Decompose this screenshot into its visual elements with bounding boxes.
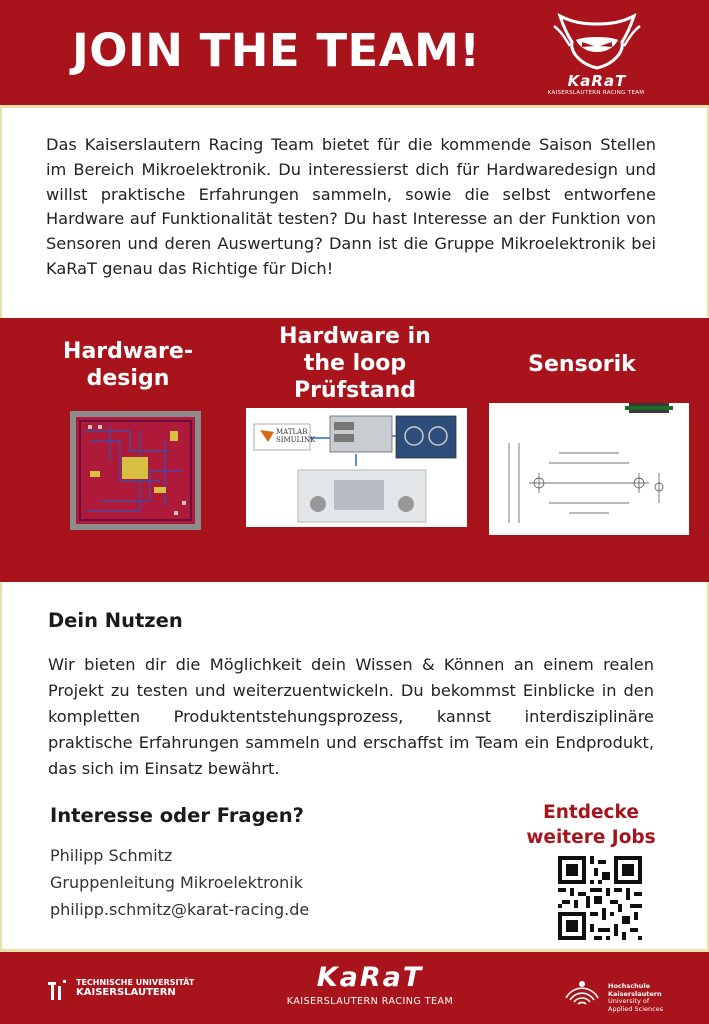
jobs-callout bbox=[526, 800, 656, 850]
karat-logo bbox=[547, 12, 645, 100]
topic-title-line: the loop bbox=[303, 351, 407, 376]
nutzen-paragraph: Wir bieten dir die Möglichkeit dein Wissen & Können an einem realen Projekt zu testen und weiterzuentwickeln. Du bekommst Einblicke in den kompletten Produktentstehungsprozess, kannst interdisziplinäre praktische Erfahrungen sammeln und erschaffst im Team ein Endprodukt, das sich im Einsatz bewährt. bbox=[48, 655, 654, 778]
matlab-simulink-label bbox=[276, 428, 315, 444]
tu-kaiserslautern-logo-icon bbox=[46, 978, 70, 1002]
contact-heading: Interesse oder Fragen? bbox=[50, 804, 304, 827]
contact-role: Gruppenleitung Mikroelektronik bbox=[50, 873, 304, 892]
header-divider bbox=[0, 105, 709, 108]
topic-title-line: Prüfstand bbox=[293, 378, 417, 403]
tu-line: KAISERSLAUTERN bbox=[76, 987, 176, 998]
tu-kaiserslautern-logo bbox=[76, 978, 194, 998]
hochschule-logo-icon bbox=[560, 968, 604, 1012]
intro-paragraph: Das Kaiserslautern Racing Team bietet für die kommende Saison Stellen im Bereich Mikroelektronik. Du interessierst dich für Hardwaredesign und willst praktische Erfahrungen sammeln, sowie die selbst entworfene Hardware auf Funktionalität testen? Du hast Interesse an der Funktion von Sensoren und deren Auswertung? Dann ist die Gruppe Mikroelektronik bei KaRaT genau das Richtige für Dich! bbox=[46, 135, 656, 278]
tu-line: TECHNISCHE UNIVERSITÄT bbox=[76, 978, 195, 987]
sensor-drawing-image bbox=[489, 403, 689, 535]
contact-email[interactable]: philipp.schmitz@karat-racing.de bbox=[50, 900, 310, 919]
nutzen-heading: Dein Nutzen bbox=[48, 609, 183, 632]
topic-title-sensorik bbox=[500, 351, 664, 378]
topic-title-line: design bbox=[86, 366, 170, 391]
matlab-label-line: MATLAB bbox=[276, 428, 308, 436]
hochschule-logo bbox=[608, 983, 663, 1013]
topic-title-line: Hardware- bbox=[63, 339, 193, 364]
karat-helmet-icon bbox=[552, 12, 642, 74]
logo-subtitle: KAISERSLAUTERN RACING TEAM bbox=[547, 90, 645, 96]
hs-line: University of bbox=[608, 997, 650, 1005]
hs-line: Applied Sciences bbox=[608, 1004, 664, 1013]
page-title: JOIN THE TEAM! bbox=[72, 24, 481, 77]
topic-title-hil bbox=[250, 323, 460, 404]
topic-title-line: Sensorik bbox=[528, 352, 636, 377]
footer-karat-subtitle: KAISERSLAUTERN RACING TEAM bbox=[286, 996, 454, 1007]
contact-name: Philipp Schmitz bbox=[50, 846, 173, 865]
qr-code[interactable] bbox=[558, 856, 642, 940]
topic-title-line: Hardware in bbox=[279, 324, 431, 349]
hs-line: Hochschule bbox=[608, 982, 650, 990]
jobs-line: weitere Jobs bbox=[526, 827, 656, 848]
hs-line: Kaiserslautern bbox=[608, 989, 662, 998]
pcb-image bbox=[70, 411, 201, 530]
simulink-label-line: SIMULINK bbox=[276, 436, 316, 444]
jobs-line: Entdecke bbox=[543, 802, 639, 823]
hil-test-bench-image bbox=[246, 408, 467, 527]
footer-karat-wordmark: KaRaT bbox=[316, 962, 424, 993]
topic-title-hardwaredesign bbox=[40, 338, 216, 392]
logo-wordmark: KaRaT bbox=[567, 72, 627, 90]
